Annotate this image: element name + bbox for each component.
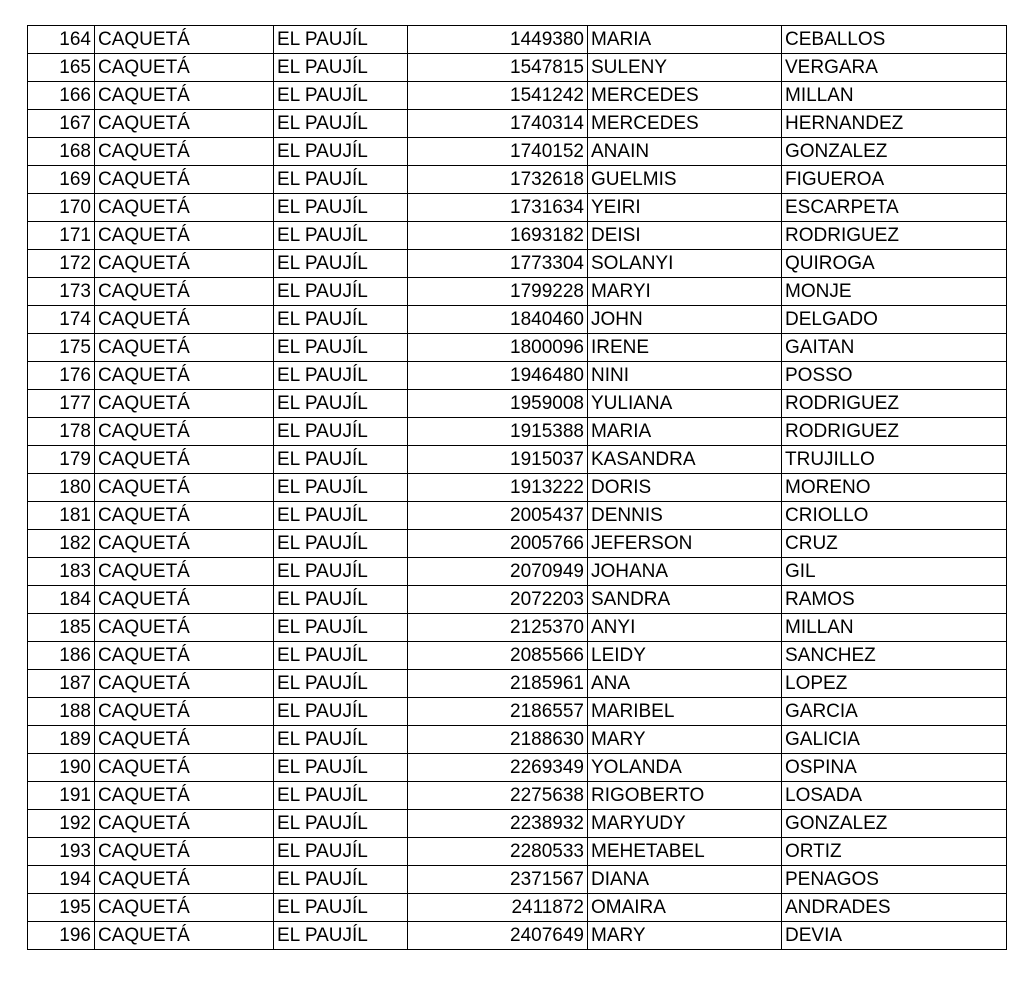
- first-name-cell: RIGOBERTO: [588, 782, 782, 810]
- municipality-cell: EL PAUJÍL: [274, 306, 408, 334]
- id-code-cell: 2407649: [408, 922, 588, 950]
- municipality-cell: EL PAUJÍL: [274, 278, 408, 306]
- municipality-cell: EL PAUJÍL: [274, 670, 408, 698]
- department-cell: CAQUETÁ: [95, 194, 274, 222]
- table-row: [28, 26, 1007, 54]
- last-name-cell: VERGARA: [782, 54, 1007, 82]
- first-name-cell: YULIANA: [588, 390, 782, 418]
- municipality-cell: EL PAUJÍL: [274, 558, 408, 586]
- department-cell: CAQUETÁ: [95, 782, 274, 810]
- last-name-cell: HERNANDEZ: [782, 110, 1007, 138]
- last-name-cell: OSPINA: [782, 754, 1007, 782]
- department-cell: CAQUETÁ: [95, 474, 274, 502]
- id-code-cell: 1449380: [408, 26, 588, 54]
- first-name-cell: DENNIS: [588, 502, 782, 530]
- last-name-cell: GONZALEZ: [782, 810, 1007, 838]
- first-name-cell: OMAIRA: [588, 894, 782, 922]
- row-number-cell: 192: [28, 810, 95, 838]
- last-name-cell: TRUJILLO: [782, 446, 1007, 474]
- id-code-cell: 1946480: [408, 362, 588, 390]
- table-body: [28, 26, 1007, 950]
- municipality-cell: EL PAUJÍL: [274, 754, 408, 782]
- municipality-cell: EL PAUJÍL: [274, 334, 408, 362]
- municipality-cell: EL PAUJÍL: [274, 194, 408, 222]
- table-row: [28, 866, 1007, 894]
- department-cell: CAQUETÁ: [95, 26, 274, 54]
- municipality-cell: EL PAUJÍL: [274, 586, 408, 614]
- row-number-cell: 179: [28, 446, 95, 474]
- last-name-cell: GAITAN: [782, 334, 1007, 362]
- municipality-cell: EL PAUJÍL: [274, 446, 408, 474]
- id-code-cell: 2371567: [408, 866, 588, 894]
- table-row: [28, 530, 1007, 558]
- department-cell: CAQUETÁ: [95, 250, 274, 278]
- last-name-cell: RODRIGUEZ: [782, 390, 1007, 418]
- table-row: [28, 54, 1007, 82]
- table-row: [28, 586, 1007, 614]
- first-name-cell: MARY: [588, 922, 782, 950]
- department-cell: CAQUETÁ: [95, 894, 274, 922]
- row-number-cell: 187: [28, 670, 95, 698]
- id-code-cell: 1915037: [408, 446, 588, 474]
- department-cell: CAQUETÁ: [95, 530, 274, 558]
- row-number-cell: 184: [28, 586, 95, 614]
- table-row: [28, 894, 1007, 922]
- municipality-cell: EL PAUJÍL: [274, 390, 408, 418]
- table-row: [28, 390, 1007, 418]
- department-cell: CAQUETÁ: [95, 642, 274, 670]
- table-row: [28, 754, 1007, 782]
- first-name-cell: MARYI: [588, 278, 782, 306]
- table-row: [28, 474, 1007, 502]
- row-number-cell: 190: [28, 754, 95, 782]
- municipality-cell: EL PAUJÍL: [274, 418, 408, 446]
- row-number-cell: 188: [28, 698, 95, 726]
- row-number-cell: 164: [28, 26, 95, 54]
- row-number-cell: 195: [28, 894, 95, 922]
- last-name-cell: GARCIA: [782, 698, 1007, 726]
- id-code-cell: 1740152: [408, 138, 588, 166]
- department-cell: CAQUETÁ: [95, 362, 274, 390]
- department-cell: CAQUETÁ: [95, 334, 274, 362]
- table-row: [28, 110, 1007, 138]
- table-row: [28, 502, 1007, 530]
- last-name-cell: GALICIA: [782, 726, 1007, 754]
- row-number-cell: 171: [28, 222, 95, 250]
- row-number-cell: 180: [28, 474, 95, 502]
- last-name-cell: DEVIA: [782, 922, 1007, 950]
- municipality-cell: EL PAUJÍL: [274, 726, 408, 754]
- municipality-cell: EL PAUJÍL: [274, 614, 408, 642]
- department-cell: CAQUETÁ: [95, 726, 274, 754]
- table-row: [28, 418, 1007, 446]
- id-code-cell: 1915388: [408, 418, 588, 446]
- id-code-cell: 2411872: [408, 894, 588, 922]
- last-name-cell: QUIROGA: [782, 250, 1007, 278]
- table-row: [28, 362, 1007, 390]
- department-cell: CAQUETÁ: [95, 278, 274, 306]
- document-sheet: [27, 25, 1006, 950]
- department-cell: CAQUETÁ: [95, 306, 274, 334]
- first-name-cell: MERCEDES: [588, 110, 782, 138]
- department-cell: CAQUETÁ: [95, 922, 274, 950]
- last-name-cell: LOPEZ: [782, 670, 1007, 698]
- first-name-cell: JEFERSON: [588, 530, 782, 558]
- row-number-cell: 167: [28, 110, 95, 138]
- first-name-cell: JOHN: [588, 306, 782, 334]
- municipality-cell: EL PAUJÍL: [274, 642, 408, 670]
- first-name-cell: YOLANDA: [588, 754, 782, 782]
- id-code-cell: 1547815: [408, 54, 588, 82]
- id-code-cell: 2186557: [408, 698, 588, 726]
- first-name-cell: MARYUDY: [588, 810, 782, 838]
- row-number-cell: 166: [28, 82, 95, 110]
- row-number-cell: 172: [28, 250, 95, 278]
- row-number-cell: 176: [28, 362, 95, 390]
- department-cell: CAQUETÁ: [95, 838, 274, 866]
- last-name-cell: CRUZ: [782, 530, 1007, 558]
- table-row: [28, 446, 1007, 474]
- first-name-cell: MARIBEL: [588, 698, 782, 726]
- table-row: [28, 82, 1007, 110]
- first-name-cell: ANAIN: [588, 138, 782, 166]
- last-name-cell: MILLAN: [782, 82, 1007, 110]
- id-code-cell: 2070949: [408, 558, 588, 586]
- row-number-cell: 173: [28, 278, 95, 306]
- municipality-cell: EL PAUJÍL: [274, 54, 408, 82]
- first-name-cell: NINI: [588, 362, 782, 390]
- last-name-cell: ORTIZ: [782, 838, 1007, 866]
- id-code-cell: 2125370: [408, 614, 588, 642]
- id-code-cell: 1840460: [408, 306, 588, 334]
- table-row: [28, 922, 1007, 950]
- municipality-cell: EL PAUJÍL: [274, 810, 408, 838]
- first-name-cell: SULENY: [588, 54, 782, 82]
- id-code-cell: 1800096: [408, 334, 588, 362]
- last-name-cell: GONZALEZ: [782, 138, 1007, 166]
- department-cell: CAQUETÁ: [95, 866, 274, 894]
- municipality-cell: EL PAUJÍL: [274, 110, 408, 138]
- row-number-cell: 186: [28, 642, 95, 670]
- last-name-cell: MORENO: [782, 474, 1007, 502]
- last-name-cell: CRIOLLO: [782, 502, 1007, 530]
- id-code-cell: 1740314: [408, 110, 588, 138]
- id-code-cell: 2185961: [408, 670, 588, 698]
- municipality-cell: EL PAUJÍL: [274, 530, 408, 558]
- table-row: [28, 250, 1007, 278]
- table-row: [28, 614, 1007, 642]
- id-code-cell: 1913222: [408, 474, 588, 502]
- id-code-cell: 2005766: [408, 530, 588, 558]
- id-code-cell: 1959008: [408, 390, 588, 418]
- last-name-cell: RODRIGUEZ: [782, 418, 1007, 446]
- first-name-cell: YEIRI: [588, 194, 782, 222]
- id-code-cell: 1773304: [408, 250, 588, 278]
- department-cell: CAQUETÁ: [95, 754, 274, 782]
- row-number-cell: 194: [28, 866, 95, 894]
- first-name-cell: MEHETABEL: [588, 838, 782, 866]
- municipality-cell: EL PAUJÍL: [274, 866, 408, 894]
- id-code-cell: 1732618: [408, 166, 588, 194]
- row-number-cell: 165: [28, 54, 95, 82]
- first-name-cell: MARY: [588, 726, 782, 754]
- table-row: [28, 166, 1007, 194]
- first-name-cell: MERCEDES: [588, 82, 782, 110]
- municipality-cell: EL PAUJÍL: [274, 502, 408, 530]
- first-name-cell: DIANA: [588, 866, 782, 894]
- department-cell: CAQUETÁ: [95, 222, 274, 250]
- row-number-cell: 175: [28, 334, 95, 362]
- row-number-cell: 168: [28, 138, 95, 166]
- last-name-cell: POSSO: [782, 362, 1007, 390]
- municipality-cell: EL PAUJÍL: [274, 250, 408, 278]
- last-name-cell: FIGUEROA: [782, 166, 1007, 194]
- id-code-cell: 2275638: [408, 782, 588, 810]
- table-row: [28, 782, 1007, 810]
- first-name-cell: ANYI: [588, 614, 782, 642]
- table-row: [28, 138, 1007, 166]
- department-cell: CAQUETÁ: [95, 810, 274, 838]
- department-cell: CAQUETÁ: [95, 558, 274, 586]
- department-cell: CAQUETÁ: [95, 586, 274, 614]
- table-row: [28, 334, 1007, 362]
- last-name-cell: MILLAN: [782, 614, 1007, 642]
- first-name-cell: GUELMIS: [588, 166, 782, 194]
- first-name-cell: JOHANA: [588, 558, 782, 586]
- municipality-cell: EL PAUJÍL: [274, 474, 408, 502]
- row-number-cell: 174: [28, 306, 95, 334]
- department-cell: CAQUETÁ: [95, 698, 274, 726]
- municipality-cell: EL PAUJÍL: [274, 222, 408, 250]
- id-code-cell: 1541242: [408, 82, 588, 110]
- table-row: [28, 810, 1007, 838]
- first-name-cell: DORIS: [588, 474, 782, 502]
- municipality-cell: EL PAUJÍL: [274, 82, 408, 110]
- table-row: [28, 222, 1007, 250]
- id-code-cell: 1731634: [408, 194, 588, 222]
- id-code-cell: 2085566: [408, 642, 588, 670]
- last-name-cell: RAMOS: [782, 586, 1007, 614]
- table-row: [28, 838, 1007, 866]
- last-name-cell: RODRIGUEZ: [782, 222, 1007, 250]
- row-number-cell: 170: [28, 194, 95, 222]
- department-cell: CAQUETÁ: [95, 418, 274, 446]
- row-number-cell: 169: [28, 166, 95, 194]
- table-row: [28, 670, 1007, 698]
- first-name-cell: ANA: [588, 670, 782, 698]
- id-code-cell: 1693182: [408, 222, 588, 250]
- last-name-cell: MONJE: [782, 278, 1007, 306]
- id-code-cell: 2280533: [408, 838, 588, 866]
- first-name-cell: MARIA: [588, 418, 782, 446]
- municipality-cell: EL PAUJÍL: [274, 138, 408, 166]
- last-name-cell: GIL: [782, 558, 1007, 586]
- department-cell: CAQUETÁ: [95, 446, 274, 474]
- table-row: [28, 278, 1007, 306]
- id-code-cell: 2072203: [408, 586, 588, 614]
- department-cell: CAQUETÁ: [95, 166, 274, 194]
- table-row: [28, 642, 1007, 670]
- department-cell: CAQUETÁ: [95, 54, 274, 82]
- first-name-cell: MARIA: [588, 26, 782, 54]
- first-name-cell: SANDRA: [588, 586, 782, 614]
- last-name-cell: SANCHEZ: [782, 642, 1007, 670]
- last-name-cell: PENAGOS: [782, 866, 1007, 894]
- department-cell: CAQUETÁ: [95, 138, 274, 166]
- department-cell: CAQUETÁ: [95, 502, 274, 530]
- row-number-cell: 183: [28, 558, 95, 586]
- municipality-cell: EL PAUJÍL: [274, 838, 408, 866]
- first-name-cell: LEIDY: [588, 642, 782, 670]
- row-number-cell: 196: [28, 922, 95, 950]
- first-name-cell: KASANDRA: [588, 446, 782, 474]
- beneficiary-table: [27, 25, 1007, 950]
- department-cell: CAQUETÁ: [95, 614, 274, 642]
- last-name-cell: ANDRADES: [782, 894, 1007, 922]
- id-code-cell: 2188630: [408, 726, 588, 754]
- table-row: [28, 558, 1007, 586]
- id-code-cell: 2005437: [408, 502, 588, 530]
- row-number-cell: 191: [28, 782, 95, 810]
- municipality-cell: EL PAUJÍL: [274, 782, 408, 810]
- last-name-cell: DELGADO: [782, 306, 1007, 334]
- municipality-cell: EL PAUJÍL: [274, 922, 408, 950]
- municipality-cell: EL PAUJÍL: [274, 166, 408, 194]
- id-code-cell: 2269349: [408, 754, 588, 782]
- first-name-cell: IRENE: [588, 334, 782, 362]
- last-name-cell: LOSADA: [782, 782, 1007, 810]
- row-number-cell: 182: [28, 530, 95, 558]
- department-cell: CAQUETÁ: [95, 390, 274, 418]
- table-row: [28, 698, 1007, 726]
- municipality-cell: EL PAUJÍL: [274, 698, 408, 726]
- row-number-cell: 181: [28, 502, 95, 530]
- department-cell: CAQUETÁ: [95, 670, 274, 698]
- first-name-cell: SOLANYI: [588, 250, 782, 278]
- last-name-cell: ESCARPETA: [782, 194, 1007, 222]
- department-cell: CAQUETÁ: [95, 82, 274, 110]
- first-name-cell: DEISI: [588, 222, 782, 250]
- municipality-cell: EL PAUJÍL: [274, 362, 408, 390]
- table-row: [28, 726, 1007, 754]
- id-code-cell: 1799228: [408, 278, 588, 306]
- table-row: [28, 194, 1007, 222]
- row-number-cell: 178: [28, 418, 95, 446]
- municipality-cell: EL PAUJÍL: [274, 894, 408, 922]
- row-number-cell: 189: [28, 726, 95, 754]
- id-code-cell: 2238932: [408, 810, 588, 838]
- row-number-cell: 185: [28, 614, 95, 642]
- last-name-cell: CEBALLOS: [782, 26, 1007, 54]
- department-cell: CAQUETÁ: [95, 110, 274, 138]
- municipality-cell: EL PAUJÍL: [274, 26, 408, 54]
- table-row: [28, 306, 1007, 334]
- row-number-cell: 193: [28, 838, 95, 866]
- row-number-cell: 177: [28, 390, 95, 418]
